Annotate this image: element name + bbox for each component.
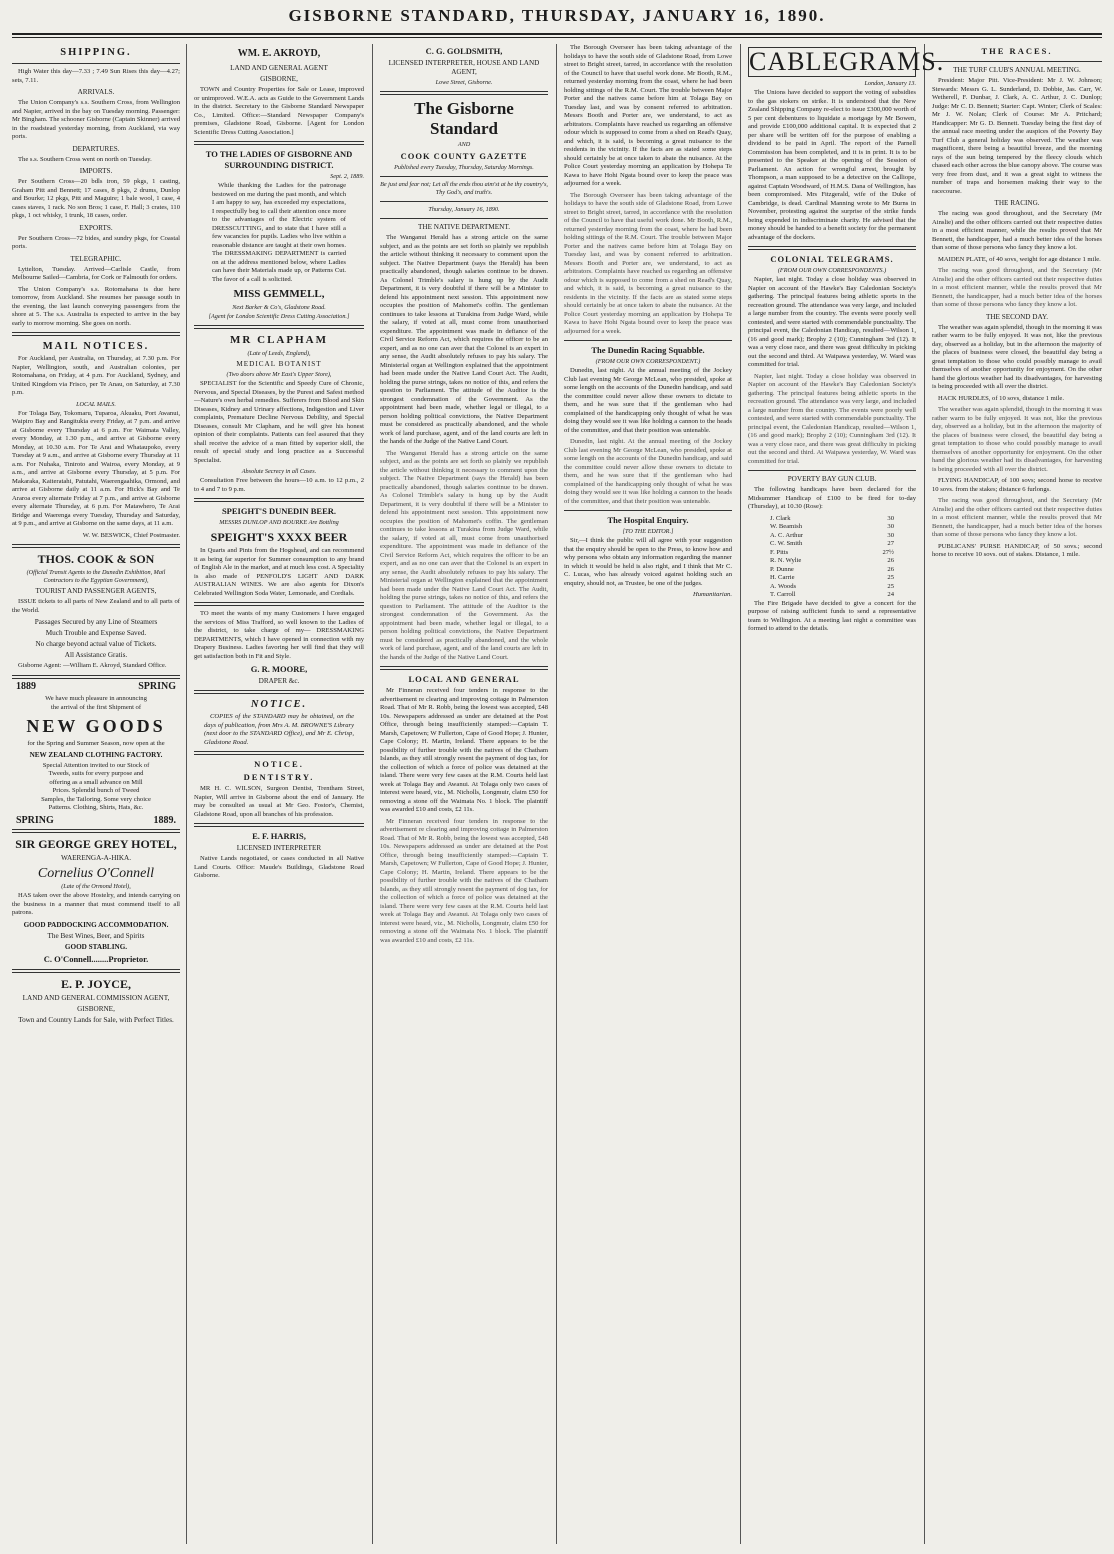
arrivals-heading: ARRIVALS. xyxy=(77,88,115,96)
column-divider xyxy=(186,44,187,1544)
local-text-cont: Mr Finneran received four tenders in response to the advertisement re clearing and improving cottage in Palmerston Road. That of Mr R. Robb, being the lowest was accepted, £48 10s. Newspapers addressed as under are detained at the Post Office, through being insufficiently stamped:—Captain T. Marsh, Capetown; W Fullerton, Cape of Good Hope; J. Hunter, Cape Colony; H. Martin, Ireland. There appears to be the possibility of further trouble with the natives of the Chatham Islands, as they still strongly resent the payment of dog tax, for the collection of which a force of police was detained at the island. There were very few cases at the R.M. Courts held last week at Tolaga Bay and Awanui. At Tolaga only two cases of interest were heard, viz., M. Nicholls, Longmuir, claim £50 for removing a stone off the Waimata No. 1 block. The plaintiff was awarded £10 and costs, £2 11s. xyxy=(380,817,548,944)
gun-shooter-yards: 26 xyxy=(887,557,894,564)
colonial-heading: COLONIAL TELEGRAMS. xyxy=(770,254,894,264)
new-goods-heading: NEW GOODS xyxy=(26,716,166,736)
gun-handicap-row xyxy=(770,566,894,575)
akroyd-sub: LAND AND GENERAL AGENT xyxy=(230,64,328,72)
colonial-text-cont: Napier, last night. Today a close holiday was observed in Napier on account of the Hawke's Bay Caledonian Society's gathering. The principal features being athletic sports in the recreation ground. The attendance was very large, and included a large number from the country. The events were poorly well contested, and were started with commendable punctuality. The principal event, the Caledonian Handicap, resulted—Wilson 1, (16 and good mark); Brophy 2 (10); Cunningham 3rd (12). It was a very close race, and there was great difficulty in picking out the second and third. At Waipawa yesterday, W. Ward was committed for trial. xyxy=(748,372,916,465)
ladies-date: Sept. 2, 1889. xyxy=(330,173,364,180)
gun-shooter-yards: 26 xyxy=(887,565,894,573)
cook-gratis: All Assistance Gratis. xyxy=(64,651,128,659)
gun-shooter-name: A. C. Arthur xyxy=(770,531,803,539)
paper-pub: Published every Tuesday, Thursday, Saturday Mornings. xyxy=(394,164,534,171)
native-text-cont: The Wanganui Herald has a strong article on the same subject, and as the points are set forth so plainly we republish the article without thinking it necessary to comment upon the subject. The Native Department (says the Herald) has been practically abandoned, though salaries continue to be drawn. As Colonel Trimble's salary is hung up by the Audit Department, it is very doubtful if there will be a Minister to defend his appointment next session. This appointment now occupies the position of Mahomet's coffin. The gentleman continues to take lessons at Turakina from Judge Ward, while the salary, if voted at all, must come from unauthorised expenditure. The appointment was made in defiance of the Civil Service Reform Act, which requires the officer to be an expert, and as no one can aver that the Colonel is an expert in any sense, the Audit absolutely refuses to pay his salary. The Ministerial organ at Wellington explained that the appointment had been made under the Native Land Court Act. The Audit, holding the purse strings, takes no notice of this, and refers the question to Parliament. The attitude of the Auditor is the strongest condemnation of the Government. As the appointment had been made, whether legal or illegal, to a person holding political convictions, the Native Department must be considered as practically abandoned, and the whole work of land purchase, agent, and of the land courts are left in the hands of the Judge of the Native Land Court. xyxy=(380,449,548,661)
gun-shooter-name: F. Pitts xyxy=(770,548,789,556)
cook-tourist: TOURIST AND PASSENGER AGENTS, xyxy=(35,587,157,595)
issue-date: Thursday, January 16, 1890. xyxy=(428,206,500,213)
colonial-text: Napier, last night. Today a close holiday was observed in Napier on account of the Hawke's Bay Caledonian Society's gathering. The principal features being athletic sports in the recreation ground. The attendance was very large, and included a large number from the country. The events were poorly well contested, and were started with commendable punctuality. The principal event, the Caledonian Handicap, resulted—Wilson 1, (16 and good mark); Brophy 2 (10); Cunningham 3rd (12). It was a very close race, and there was great difficulty in picking out the second and third. At Waipawa yesterday, W. Ward was committed for trial. xyxy=(748,276,916,368)
hospital-signature: Humanitarian. xyxy=(692,591,732,598)
exports-heading: EXPORTS. xyxy=(79,223,113,232)
clapham-sub: (Late of Leeds, England), xyxy=(247,350,311,357)
column-6 xyxy=(932,44,1102,1544)
joyce-text: LAND AND GENERAL COMMISSION AGENT, xyxy=(22,993,170,1002)
clapham-role: MEDICAL BOTANIST xyxy=(236,360,322,368)
gun-heading: POVERTY BAY GUN CLUB. xyxy=(787,475,877,483)
goldsmith-sub: LICENSED INTERPRETER, HOUSE AND LAND AGENT, xyxy=(388,59,540,76)
cable-text: The Unions have decided to support the voting of subsidies to the gas stokers on strike. It is understood that the New Zealand Shipping Company re-elect to issue £300,000 worth of 5 per cent debentures to liquidate a mortgage by Mr Bowen, and provide £100,000 additional capital. It is expected that 2 per share will be written off for the purpose of enabling a dividend to be paid in April. The report of the Parnell Commission has been completed, and it is in print. It is to be presented to the Speaker at the opening of the Session of Parliament. An action for wrongful arrest, brought by Thompson, a man supposed to be a detective on the Calliope, against Captain Woodward, of H.M.S. Dana of Wellington, has been compromised. Mrs Fitzgerald, wife of the Duke of Cambridge, is dead. Cardinal Manning wrote to Mr Burns in November, protesting against the surprise of the strike funds being expended in indiscriminate charity. He advised that the money should be handed to a benefit society for the permanent advantage of the dockers. xyxy=(748,89,916,241)
cook-passages: Passages Secured by any Line of Steamers xyxy=(34,618,158,626)
trafford-text: TO meet the wants of my many Customers I have engaged the services of Miss Trafford, so well known to the Ladies of the district, to take charge of my— DRESSMAKING DEPARTMENTS, which I have opened in connection with my Drapery Business. Ladies favoring her will find that they will get satisfaction both in Fit and Style. xyxy=(194,610,364,660)
cable-place: London, January 13. xyxy=(864,80,916,87)
local-mails-text: For Tolaga Bay, Tokomaru, Tuparoa, Akuaku, Port Awanui, Waipiro Bay and Rangitukia every Friday, at 7 p.m. and arrive at Gisborne every Thursday at 6 p.m. For Waimata Valley, every Monday, at 1.30 p.m., and arrive at Gisborne every Monday, at 10.30 a.m. For Te Arai and Whataupoko, every Tuesday at 9 a.m., and arrive at Gisborne every Thursday at 11 a.m. For Nuhaka, Tiniroto and Wairoa, every Monday, at 9 a.m., and arrive at Gisborne every Thursday, at 5 p.m. For Makaraka, Kaiteratahi, Patutahi, Waerengaahika, Ormond, and arrive at Gisborne daily at 11 a.m. For Hick's Bay and Te Araroa every alternate Friday at 7 p.m., and arrive at Gisborne every alternate Thursday, at 6 p.m. For Matawhero, Te Arai Bridge and Waerenga every Tuesday, Thursday and Saturday, at 9 p.m., and arrive at Gisborne on the same days, at 11 a.m. xyxy=(12,409,180,527)
column-4 xyxy=(564,44,732,1544)
clapham-heading: MR CLAPHAM xyxy=(230,334,328,346)
joyce-sale: Town and Country Lands for Sale, with Perfect Titles. xyxy=(18,1015,174,1024)
column-divider xyxy=(372,44,373,1544)
notice2-heading: NOTICE. xyxy=(254,759,304,769)
union-text: The Union Company's s.s. Rotomahana is due here tomorrow, from Auckland. She resumes her passage south in the evening, the last launch conveying passengers from the shore at 5. The s.s. Australia is expected to arrive in the bay early to morrow morning. She goes on north. xyxy=(12,285,180,327)
clapham-secrecy: Absolute Secrecy in all Cases. xyxy=(241,468,317,475)
racing-text: The racing was good throughout, and the Secretary (Mr Ainslie) and the other officers carried out their respective duties in a most efficient manner, while the results proved that Mr Bennett, the handicapper, had a much better idea of the horses than some of those persons who fancy they know a lot. xyxy=(932,210,1102,251)
tides-text: High Water this day—7.33 ; 7.49 Sun Rises this day—4.27; sets, 7.11. xyxy=(12,68,180,84)
departures-text: The s.s. Southern Cross went on north on Tuesday. xyxy=(18,155,152,163)
postmaster-signature: W. W. BESWICK, Chief Postmaster. xyxy=(82,531,180,539)
exports-text: Per Southern Cross—72 bides, and sundry pkgs, for Coastal ports. xyxy=(12,234,180,250)
spring-season: for the Spring and Summer Season, now open at the xyxy=(27,740,165,747)
gun-shooter-name: R. N. Wylie xyxy=(770,557,802,564)
dunedin-heading: The Dunedin Racing Squabble. xyxy=(591,345,705,355)
cablegrams-heading: CABLEGRAMS. xyxy=(749,47,945,76)
local-text: Mr Finneran received four tenders in response to the advertisement re clearing and improving cottage in Palmerston Road. That of Mr R. Robb, being the lowest was accepted, £48 10s. Newspapers addressed as under are detained at the Post Office, through being insufficiently stamped:—Captain T. Marsh, Capetown; W Fullerton, Cape of Good Hope; J. Hunter, Cape Colony; H. Martin, Ireland. There appears to be the possibility of further trouble with the natives of the Chatham Islands, as they still strongly resent the payment of dog tax, for the collection of which a force of police was detained at the island. There were very few cases at the R.M. Courts held last week at Tolaga Bay and Awanui. At Tolaga only two cases of interest were heard, viz., M. Nicholls, Longmuir, claim £50 for removing a stone off the Waimata No. 1 block. The plaintiff was awarded £10 and costs, £2 11s. xyxy=(380,687,548,813)
harris-heading: E. F. HARRIS, xyxy=(252,831,306,841)
cook-charge: No charge beyond actual value of Tickets. xyxy=(35,640,157,648)
dunedin-sub: (FROM OUR OWN CORRESPONDENT.) xyxy=(595,358,701,365)
hotel-paddock: GOOD PADDOCKING ACCOMMODATION. xyxy=(23,920,169,929)
mail-notices-heading: MAIL NOTICES. xyxy=(42,341,150,352)
gun-shooter-yards: 30 xyxy=(887,523,894,530)
gun-handicap-row xyxy=(770,523,894,532)
column-5 xyxy=(748,44,945,1544)
gun-handicap-row xyxy=(770,557,894,566)
hotel-stabling: GOOD STABLING. xyxy=(64,942,128,951)
clapham-hours: Consultation Free between the hours—10 a.m. to 12 p.m., 2 to 4 and 7 to 9 p.m. xyxy=(194,477,364,493)
dentistry-heading: DENTISTRY. xyxy=(243,772,315,782)
spring-bottom-right: 1889. xyxy=(153,814,176,826)
gun-shooter-yards: 30 xyxy=(887,531,894,539)
spring-bottom-left: SPRING xyxy=(16,814,54,826)
masthead xyxy=(0,6,1114,26)
column-divider xyxy=(740,44,741,1544)
speight-heading: SPEIGHT'S DUNEDIN BEER. xyxy=(221,506,337,516)
departures-heading: DEPARTURES. xyxy=(72,144,120,153)
gun-shooter-yards: 27 xyxy=(887,540,894,547)
local-heading: LOCAL AND GENERAL xyxy=(408,674,520,684)
gun-handicap-row xyxy=(770,540,894,549)
gun-handicap-row xyxy=(770,515,894,524)
hospital-sub: [TO THE EDITOR.] xyxy=(622,528,674,535)
ladies-text: While thanking the Ladies for the patronage bestowed on me during the past month, and which I am happy to say, has exceeded my expectations, I respectfully beg to call their attention once more to the advantages of the Electric system of DRESSCUTTING, and to state that I have still a few vacancies for pupils. Ladies who live within a reasonable distance are taught at their own homes. The DRESSMAKING DEPARTMENT is carried on at the address mentioned below, where Ladies can have their Materials made up, or Patterns Cut. The favor of a call is solicited. xyxy=(212,182,346,283)
column-divider xyxy=(924,44,925,1544)
gun-handicap-list xyxy=(748,515,916,600)
gun-shooter-name: J. Clark xyxy=(770,514,791,522)
gun-handicap-row xyxy=(770,574,894,583)
cook-agent: Gisborne Agent: —William E. Akroyd, Standard Office. xyxy=(18,662,167,669)
masthead-title: GISBORNE STANDARD, THURSDAY, JANUARY 16, 1890. xyxy=(288,6,826,25)
gun-handicap-row xyxy=(770,549,894,558)
spring-header xyxy=(16,680,176,692)
spring-year-left: 1889 xyxy=(16,680,36,692)
imports-heading: IMPORTS. xyxy=(79,167,113,175)
cook-heading: THOS. COOK & SON xyxy=(37,552,155,566)
hospital-text: Sir,—I think the public will all agree with your suggestion that the enquiry should be open to the Press, to know how and why persons who obtain any information regarding the manner in which it would be held is also right, and I think that Mr C. C. Lucas, who has already voiced against holding such an enquiry, should not, as Trustee, be one of the judges. xyxy=(564,537,732,587)
column-2 xyxy=(194,44,364,1544)
harris-text: Native Lands negotiated, or cases conducted in all Native Land Courts. Office: Maude's Buildings, Gladstone Road Gisborne. xyxy=(194,855,364,879)
moore-sub: DRAPER &c. xyxy=(258,677,300,685)
akroyd-place: GISBORNE, xyxy=(260,75,298,83)
races-heading: THE RACES. xyxy=(981,46,1053,56)
native-heading: THE NATIVE DEPARTMENT. xyxy=(418,223,510,231)
gun-after: The Fire Brigade have decided to give a concert for the purpose of raising sufficient funds to send a representative team to Wellington. At a meeting last night a committee was formed to attend to the details. xyxy=(748,599,916,632)
gun-shooter-name: A. Woods xyxy=(770,582,797,590)
arrivals-text: The Union Company's s.s. Southern Cross, from Wellington and Napier, arrived in the bay on Tuesday morning. Passenger: Mr Bingham. The schooner Gisborne (Captain Skinner) arrived in the roadstead yesterday morning, from Auckland, via way ports. xyxy=(12,99,180,140)
colonial-sub: (FROM OUR OWN CORRESPONDENTS.) xyxy=(777,267,887,274)
hotel-text: HAS taken over the above Hostelry, and intends carrying on the business in a manner that must commend itself to all patrons. xyxy=(12,892,180,916)
notice-heading: NOTICE. xyxy=(250,699,308,710)
paper-gazette: COOK COUNTY GAZETTE xyxy=(400,151,528,161)
moore-heading: G. R. MOORE, xyxy=(250,664,308,674)
gun-handicap-row xyxy=(770,583,894,592)
gun-shooter-name: C. W. Smith xyxy=(770,540,803,547)
speight-sub: MESSRS DUNLOP AND BOURKE Are Bottling xyxy=(219,519,339,526)
gun-shooter-name: P. Dunne xyxy=(770,565,794,573)
gun-shooter-yards: 25 xyxy=(887,582,894,590)
gun-shooter-name: H. Carrie xyxy=(770,574,795,581)
joyce-heading: E. P. JOYCE, xyxy=(61,976,131,991)
mail-text: For Auckland, per Australia, on Thursday, at 7.30 p.m. For Napier, Wellington, south, and Australian colonies, per Rotomahana, on Friday, at 4 p.m. For Auckland, Sydney, and United Kingdom via Frisco, per Te Anau, on Saturday, at 7.30 p.m. xyxy=(12,355,180,396)
hotel-wines: The Best Wines, Beer, and Spirits xyxy=(47,931,145,940)
spring-footer xyxy=(16,814,176,826)
hotel-heading: SIR GEORGE GREY HOTEL, xyxy=(15,837,177,851)
joyce-place: GISBORNE, xyxy=(77,1004,115,1013)
hospital-heading: The Hospital Enquiry. xyxy=(607,515,689,525)
racing-text-cont: The racing was good throughout, and the Secretary (Mr Ainslie) and the other officers carried out their respective duties in a most efficient manner, while the results proved that Mr Bennett, the handicapper, had a much better idea of the horses than some of those persons who fancy they know a lot. xyxy=(932,267,1102,308)
telegraphic-text: Lyttelton, Tuesday. Arrived—Carlisle Castle, from Melbourne Sailed—Cambria, for Cork or Falmouth for orders. xyxy=(12,265,180,281)
hack-heading: HACK HURDLES, of 10 sovs, distance 1 mile. xyxy=(938,394,1065,402)
imports-text: Per Southern Cross—20 bdls iron, 59 pkgs, 1 casting, Graham Pitt and Bennett; 17 cases, 8 pkgs, 2 drums, Dunlop and Bourke; 12 pkgs, Pitt and Maguire; 1 bale wool, 1 case, 4 cases staves, 1 rack. No son Bros; 1 case, F. Hall; 3 crates, 110 pkgs, 1 oct whisky, 1 trunk, 18 cases, order. xyxy=(12,178,180,219)
hotel-place: WAERENGA-A-HIKA. xyxy=(60,854,132,862)
spring-intro: We have much pleasure in announcing the arrival of the first Shipment of xyxy=(45,695,147,711)
goldsmith-place: Lowe Street, Gisborne. xyxy=(435,79,493,86)
paper-and: AND xyxy=(457,141,471,148)
flying-heading: FLYING HANDICAP, of 100 sovs; second horse to receive 10 sovs. from the stakes; distance 6 furlongs. xyxy=(932,477,1102,493)
hotel-owner: Cornelius O'Connell xyxy=(37,866,155,881)
spring-text: Special Attention invited to our Stock of Tweeds, suits for every purpose and offering as a small advance on Mill Prices. Splendid bunch of Tweed Samples, the Tailoring. Some very choice Patterns. Clothing, Shirts, Hats, &c. xyxy=(41,761,151,811)
gun-shooter-yards: 27½ xyxy=(882,548,894,556)
paper-motto: Be just and fear not; Let all the ends thou aim'st at be thy country's, Thy God's, and truth's. xyxy=(380,181,548,196)
native-text: The Wanganui Herald has a strong article on the same subject, and as the points are set forth so plainly we republish the article without thinking it necessary to comment upon the subject. The Native Department (says the Herald) has been practically abandoned, though salaries continue to be drawn. As Colonel Trimble's salary is hung up by the Audit Department, it is very doubtful if there will be a Minister to defend his appointment next session. This appointment now occupies the position of Mahomet's coffin. The gentleman continues to take lessons at Turakina from Judge Ward, while the salary, if voted at all, must come from unauthorised expenditure. The appointment was made in defiance of the Civil Service Reform Act, which requires the officer to be an expert, and as no one can aver that the Colonel is an expert in any sense, the Audit absolutely refuses to pay his salary. The Ministerial organ at Wellington explained that the appointment had been made under the Native Land Court Act. The Audit, holding the purse strings, takes no notice of this, and refers the question to Parliament. The attitude of the Auditor is the strongest condemnation of the Government. As the appointment had been made, whether legal or illegal, to a person holding political convictions, the Native Department must be considered as practically abandoned, and the whole work of land purchase, agent, and of the land courts are left in the hands of the Judge of the Native Land Court. xyxy=(380,234,548,445)
akroyd-heading: WM. E. AKROYD, xyxy=(237,48,321,59)
clothing-factory: NEW ZEALAND CLOTHING FACTORY. xyxy=(29,750,163,759)
telegraphic-heading: TELEGRAPHIC. xyxy=(70,254,122,263)
speight-text: In Quarts and Pints from the Hogshead, and can recommend it as being far superior for Summer consumption to any brand of English Ale in the market, and at much less cost. A Speciality is also made of PENFOLD'S LIGHT AND DARK AUSTRALIAN WINES. We are also agents for Dixon's Celebrated Wellington Soda Water, Lemonade, and Cordials. xyxy=(194,547,364,597)
spring-year-right: SPRING xyxy=(138,680,176,692)
dunedin-text: Dunedin, last night. At the annual meeting of the Jockey Club last evening Mr George McLean, who presided, spoke at some length on the accounts of the Dunedin handicap, and said the committee could never allow these owners to dictate to them, and he was sure that if the gentleman who had complained of the handicapping only thought of what he was doing they would see it was like holding a cannon to the heads of the committee, and that their position was untenable. xyxy=(564,367,732,434)
clapham-address: (Two doors above Mr East's Upper Store), xyxy=(226,371,332,378)
gemmell-place: Next Barker & Co's, Gladstone Road. xyxy=(232,304,326,311)
gun-handicap-row xyxy=(770,591,894,600)
cook-text: ISSUE tickets to all parts of New Zealand and to all parts of the World. xyxy=(12,598,180,614)
local-mails-heading: LOCAL MAILS. xyxy=(76,400,116,408)
maiden-heading: MAIDEN PLATE, of 40 sovs, weight for age distance 1 mile. xyxy=(938,255,1101,263)
gun-shooter-name: W. Beamish xyxy=(770,523,802,530)
cook-trouble: Much Trouble and Expense Saved. xyxy=(45,629,147,637)
harris-sub: LICENSED INTERPRETER xyxy=(236,844,322,852)
turf-heading: THE TURF CLUB'S ANNUAL MEETING. xyxy=(953,66,1081,74)
racing-heading: THE RACING. xyxy=(994,199,1040,207)
second-day-heading: THE SECOND DAY. xyxy=(985,312,1049,321)
gun-handicap-row xyxy=(770,532,894,541)
gun-shooter-name: T. Carroll xyxy=(770,591,796,598)
column-divider xyxy=(556,44,557,1544)
hotel-sub: (Late of the Ormond Hotel), xyxy=(61,883,131,890)
gun-shooter-yards: 24 xyxy=(887,591,894,598)
borough-text: The Borough Overseer has been taking advantage of the holidays to have the south side of Gladstone Road, from Lowe street to Bright street, tarred, in accordance with the resolution of the Council to have that useful work done. Mr Booth, R.M., returned yesterday morning from the coast, where he had been holding sittings of the R.M. Court. The trouble between Major Porter and the natives came before him at Tolaga Bay on Tuesday last, and was by consent referred to arbitration. Messrs Booth and Porter are, we understand, to act as arbitrators. Complaints have reached us regarding an offensive odour which is supposed to come from a shed on Read's Quay, and which, it is said, is becoming a great nuisance to the residents in the vicinity. If the facts are as stated some steps should certainly be at once taken to abate the nuisance. At the Police Court yesterday morning an application by Hohepa Te Kawa to have Hohi Ngata bound over to keep the peace was adjourned for a week. xyxy=(564,44,732,187)
shipping-heading: SHIPPING. xyxy=(60,47,132,58)
hotel-proprietor: C. O'Connell........Proprietor. xyxy=(43,953,149,964)
dunedin-text-cont: Dunedin, last night. At the annual meeting of the Jockey Club last evening Mr George McLean, who presided, spoke at some length on the accounts of the Dunedin handicap, and said the committee could never allow these owners to dictate to them, and he was sure that if the gentleman who had complained of the handicapping only thought of what he was doing they would see it was like holding a cannon to the heads of the committee, and that their position was untenable. xyxy=(564,438,732,505)
cook-subheading: (Official Transit Agents to the Dunedin Exhibition, Mail Contractors to the Egyptian Government), xyxy=(26,569,166,584)
gun-shooter-yards: 25 xyxy=(887,574,894,581)
goldsmith-heading: C. G. GOLDSMITH, xyxy=(425,46,503,56)
gun-shooter-yards: 30 xyxy=(887,514,894,522)
flying-cont: The racing was good throughout, and the Secretary (Mr Ainslie) and the other officers carried out their respective duties in a most efficient manner, while the results proved that Mr Bennett, the handicapper, had a much better idea of the horses than some of those persons who fancy they know a lot. xyxy=(932,497,1102,538)
gemmell-agent: [Agent for London Scientific Dress Cutting Association.] xyxy=(208,313,350,320)
paper-title: The Gisborne Standard xyxy=(414,99,514,138)
gemmell-heading: MISS GEMMELL, xyxy=(233,288,325,300)
notice-text: COPIES of the STANDARD may be obtained, on the days of publication, from Mrs A. M. BROWNE'S Library (next door to the STANDARD Office), and Mr E. Chrisp, Gladstone Road. xyxy=(204,713,354,746)
second-day-text: The weather was again splendid, though in the morning it was rather warm to be fully enjoyed. It was not, like the previous day, observed as a holiday, but in the afternoon the majority of the places of business were closed, the beautiful day being a great temptation to those who could possibly manage to avail themselves of another opportunity for enjoyment. On the other hand the glorious weather had its disadvantages, for harvesting is being proceeded with all over the district. xyxy=(932,323,1102,390)
masthead-rule xyxy=(12,33,1102,38)
ladies-heading: TO THE LADIES OF GISBORNE AND SURROUNDING DISTRICT. xyxy=(205,149,353,170)
second-day-cont: The weather was again splendid, though in the morning it was rather warm to be fully enjoyed. It was not, like the previous day, observed as a holiday, but in the afternoon the majority of the places of business were closed, the beautiful day being a great temptation to those who could possibly manage to avail themselves of another opportunity for enjoyment. On the other hand the glorious weather had its disadvantages, for harvesting is being proceeded with all over the district. xyxy=(932,406,1102,473)
column-3 xyxy=(380,44,548,1544)
races-text: President: Major Pitt. Vice-President: Mr J. W. Johnson; Stewards: Messrs G. L. Sunderland, D. Dobbie, Jas. Carr, W. Wetherell, F. Dunbar, J. Clark, A. C. Arthur, J. C. Dunlop; Judge: Mr C. D. Bennett; Starter: Capt. Winter; Clerk of Scales: Mr J. W. Nolan; Clerk of Course: Mr A. Pritchard; Handicapper: Mr G. D. Bennett. Tuesday being the first day of the annual race meeting under the auspices of the Poverty Bay Turf Club a general holiday was observed. The weather was magnificent, there being a beautiful breeze, and the morning rays of the sun being tempered by the fleecy clouds which chased each other across the blue canopy above. The course was very free from dust, and it was a great sight to witness the number of traps and horsemen making their way to the racecourse. xyxy=(932,77,1102,195)
borough-text-cont: The Borough Overseer has been taking advantage of the holidays to have the south side of Gladstone Road, from Lowe street to Bright street, tarred, in accordance with the resolution of the Council to have that useful work done. Mr Booth, R.M., returned yesterday morning from the coast, where he had been holding sittings of the R.M. Court. The trouble between Major Porter and the natives came before him at Tolaga Bay on Tuesday last, and was by consent referred to arbitration. Messrs Booth and Porter are, we understand, to act as arbitrators. Complaints have reached us regarding an offensive odour which is supposed to come from a shed on Read's Quay, and which, it is said, is becoming a great nuisance to the residents in the vicinity. If the facts are as stated some steps should certainly be at once taken to abate the nuisance. At the Police Court yesterday morning an application by Hohepa Te Kawa to have Hohi Ngata bound over to keep the peace was adjourned for a week. xyxy=(564,191,732,335)
gun-text: The following handicaps have been declared for the Midsummer Handicap of £100 to be fired for to-day (Thursday), at 10.30 (Rose): xyxy=(748,486,916,510)
column-1 xyxy=(12,44,180,1544)
akroyd-text: TOWN and Country Properties for Sale or Lease, improved or unimproved. W.E.A. acts as Guide to the Government Lands in the district. Secretary to the Gisborne Standard Newspaper Co., Limited. Office:—Standard Newspaper Company's premises, Gladstone Road, Gisborne. [Agent for London Scientific Dress Cutting Association.] xyxy=(194,86,364,136)
speight-beer: SPEIGHT'S XXXX BEER xyxy=(210,530,348,544)
clapham-text: SPECIALIST for the Scientific and Speedy Cure of Chronic, Nervous, and Special Diseases, by the Purest and Safest method—Nature's own herbal remedies. Sufferers from Blood and Skin Diseases, Kidney and Urinary affections, Indigestion and Liver complaints, Premature Decline Nervous Debility, and Special Diseases, consult Mr Clapham, and he will give his honest opinion of their complaints. Patients can feel assured that they shall receive the advice of a man fitted by superior skill, the result of special study and long practice as a Successful Specialist. xyxy=(194,380,364,464)
publicans-heading: PUBLICANS' PURSE HANDICAP, of 50 sovs.; second horse to receive 10 sovs. out of stakes. Distance, 1 mile. xyxy=(932,542,1102,558)
dentist-text: MR H. C. WILSON, Surgeon Dentist, Trentham Street, Napier, Will arrive in Gisborne about the end of January. He may be consulted as usual at Mr Geo. Fostor's, Chemist, Gladstone Road, upon all branches of his profession. xyxy=(194,785,364,818)
